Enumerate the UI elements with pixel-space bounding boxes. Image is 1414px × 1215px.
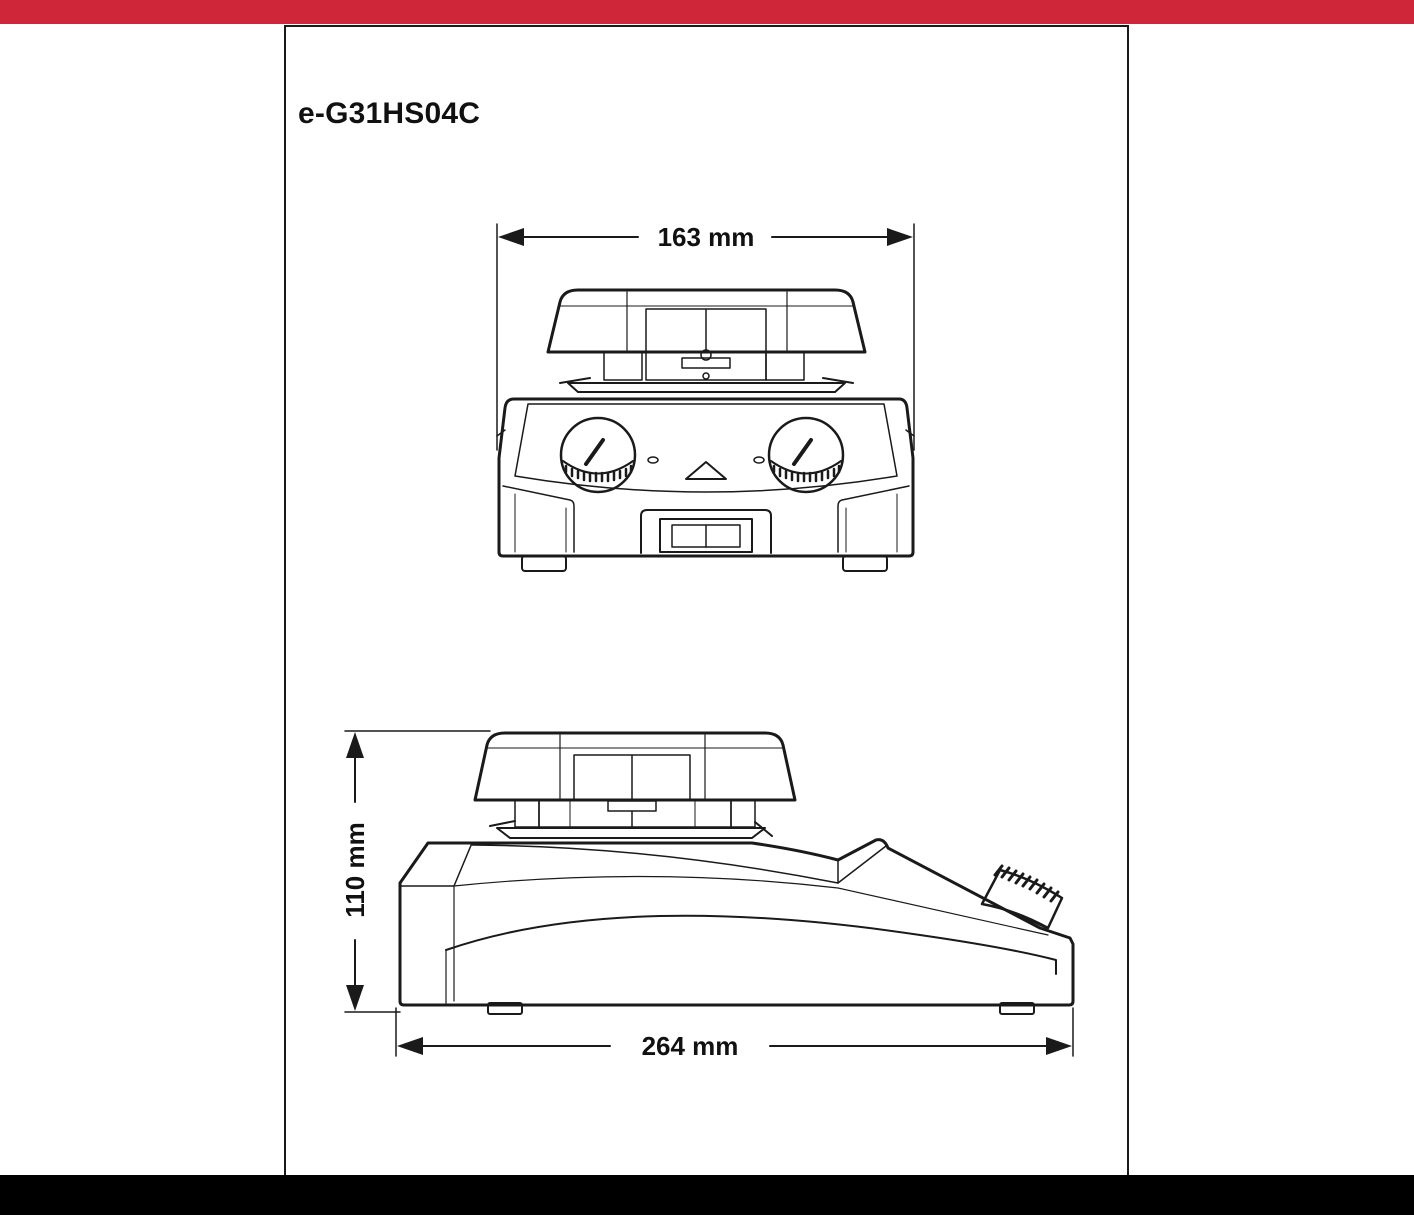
front-hotplate (548, 290, 865, 392)
side-height-dimension (340, 731, 490, 1012)
arrow-right-icon (887, 228, 913, 246)
width-label: 163 mm (657, 222, 755, 252)
front-body (497, 399, 914, 571)
left-indicator-icon (648, 457, 658, 463)
arrow-left-icon (498, 228, 524, 246)
arrow-left-icon (397, 1037, 423, 1055)
bottom-bar (0, 1175, 1414, 1215)
arrow-up-icon (346, 732, 364, 758)
depth-label: 264 mm (641, 1031, 739, 1061)
right-indicator-icon (754, 457, 764, 463)
right-knob-icon (769, 418, 843, 492)
left-knob-icon (561, 418, 635, 492)
side-depth-dimension (396, 1008, 1073, 1061)
model-number-title: e-G31HS04C (298, 97, 481, 130)
side-view (340, 731, 1073, 1061)
height-label: 110 mm (340, 822, 370, 918)
arrow-down-icon (346, 985, 364, 1011)
arrow-right-icon (1046, 1037, 1072, 1055)
front-view (497, 222, 914, 571)
side-body (400, 840, 1073, 1014)
side-hotplate (475, 733, 795, 838)
triangle-indicator-icon (686, 462, 726, 479)
